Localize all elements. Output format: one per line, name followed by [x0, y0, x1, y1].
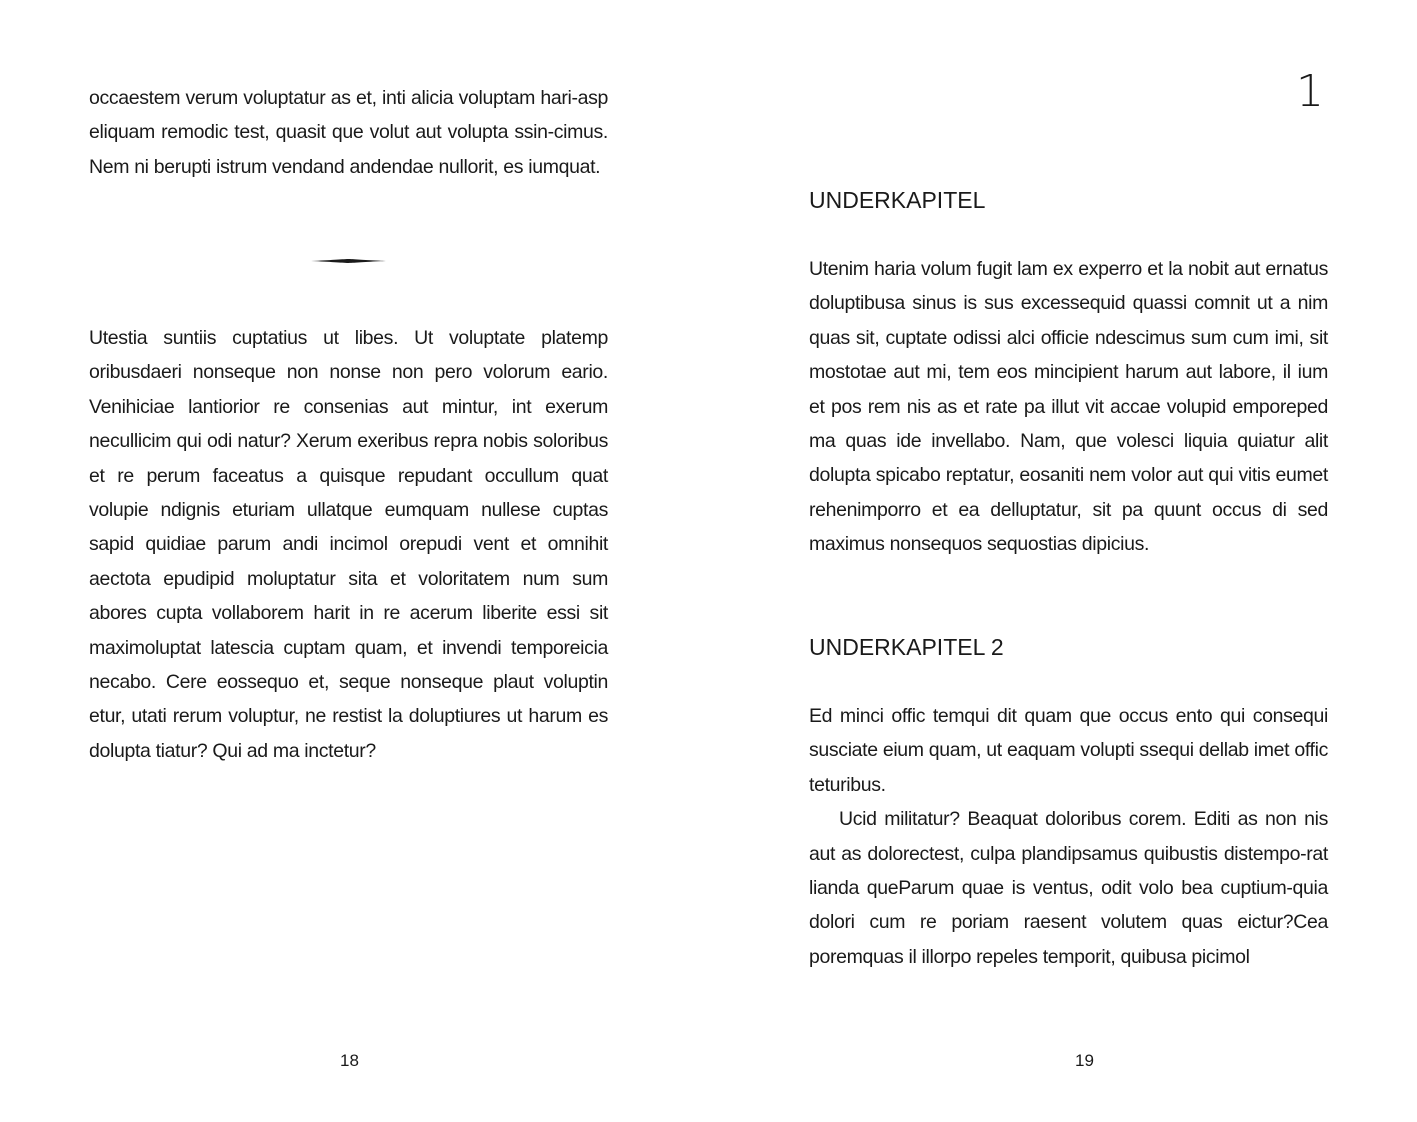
ornament-divider-icon [311, 258, 386, 264]
subchapter-heading-1: UNDERKAPITEL [809, 187, 986, 213]
page-number-right: 19 [1075, 1051, 1094, 1070]
left-paragraph-1-block [89, 81, 608, 184]
right-paragraph-1: Utenim haria volum fugit lam ex experro et la nobit aut ernatus doluptibusa sinus is sus excessequid quassi comnit ut a nim quas sit, cuptate odissi alci officie ndescimus sum cum imi, sit mostotae aut mi, tem eos mincipient harum aut labore, il ium et pos rem nis as et rate pa illut vit accae volupid emporeped ma quas ide invellabo. Nam, que volesci liquia quiatur alit dolupta spicabo reptatur, eosaniti nem volor aut qui vitis eumet rehenimporro et ea delluptatur, sit pa quunt occus di sed maximus nonsequos sequostias dipicius. [809, 258, 1328, 556]
right-paragraph-2: Ed minci offic temqui dit quam que occus ento qui consequi susciate eium quam, ut eaquam volupti ssequi dellab imet offic teturibus. [809, 705, 1328, 796]
right-page [709, 0, 1417, 1122]
left-paragraph-2-block [89, 321, 608, 768]
left-page [0, 0, 708, 1122]
right-paragraph-3: Ucid militatur? Beaquat doloribus corem. Editi as non nis aut as dolorectest, culpa plandipsamus quibustis distempo-rat lianda queParum quae is ventus, odit volo bea cuptium-quia dolori cum re poriam raesent volutem quas eictur?Cea poremquas il illorpo repeles temporit, quibusa picimol [809, 808, 1328, 968]
chapter-number: 1 [1296, 66, 1324, 117]
subchapter-heading-2: UNDERKAPITEL 2 [809, 634, 1004, 660]
left-paragraph-2: Utestia suntiis cuptatius ut libes. Ut voluptate platemp oribusdaeri nonseque non nonse non pero volorum eario. Venihiciae lantiorior re consenias aut mintur, int exerum necullicim qui odi natur? Xerum exeribus repra nobis soloribus et re perum faceatus a quisque repudant occullum quat volupie ndignis eturiam ullatque eumquam nullese cuptas sapid quidiae parum andi incimol orepudi vent et omnihit aectota epudipid moluptatur sita et voloritatem num sum abores cupta vollaborem harit in re acerum liberite essi sit maximoluptat latescia cuptam quam, et invendi temporeicia necabo. Cere eossequo et, seque nonseque plaut voluptin etur, utati rerum voluptur, ne restist la doluptiures ut harum es dolupta tiatur? Qui ad ma inctetur? [89, 327, 608, 762]
page-number-left: 18 [340, 1051, 359, 1070]
right-paragraph-1-block [809, 252, 1328, 562]
left-paragraph-1: occaestem verum voluptatur as et, inti alicia voluptam hari-asp eliquam remodic test, quasit que volut aut volupta ssin-cimus. Nem ni berupti istrum vendand andendae nullorit, es iumquat. [89, 87, 608, 178]
right-paragraph-2-block [809, 699, 1328, 974]
